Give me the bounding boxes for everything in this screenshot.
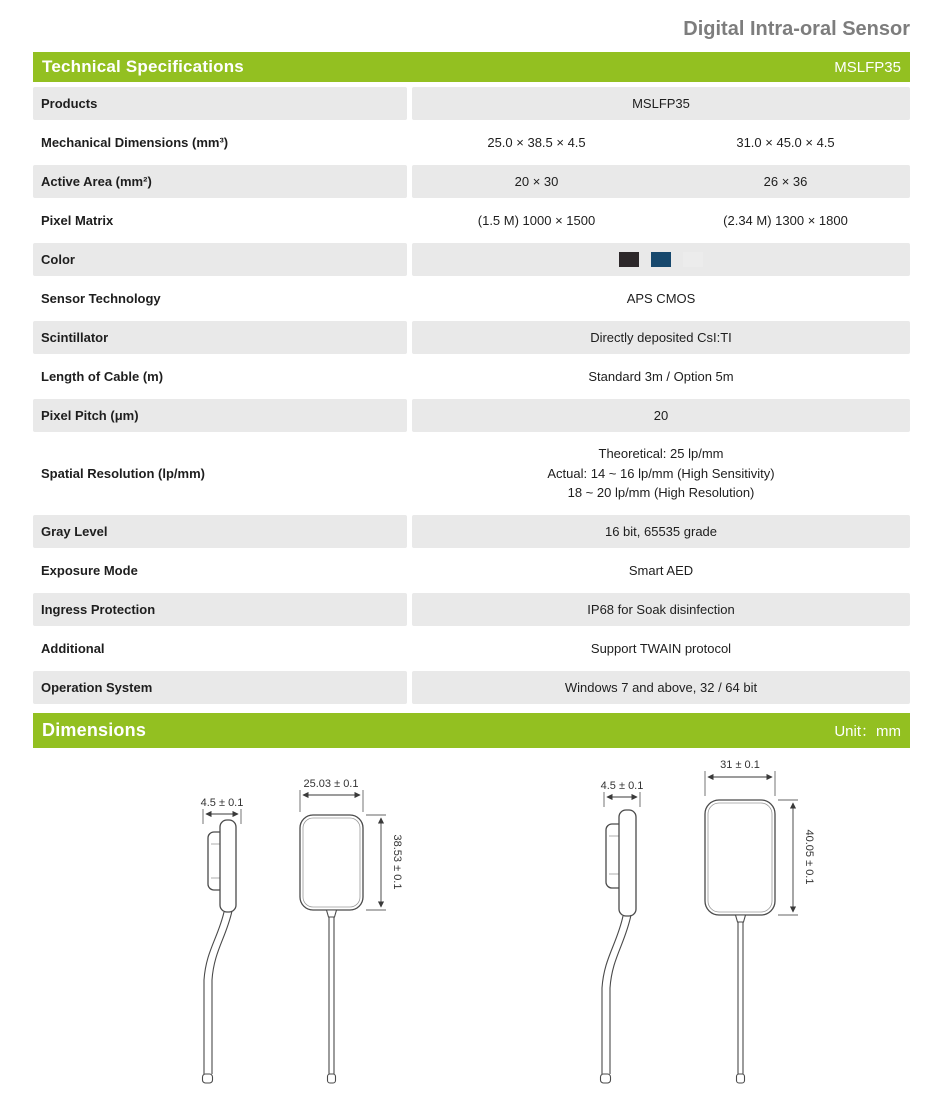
color-swatch-blue xyxy=(651,252,671,267)
table-row-sensor-technology xyxy=(33,282,910,315)
row-value: Directly deposited CsI:TI xyxy=(412,321,910,354)
dimension-label-thickness-large: 4.5 ± 0.1 xyxy=(600,780,644,792)
table-row-exposure-mode xyxy=(33,554,910,587)
section-title: Technical Specifications xyxy=(42,57,244,76)
dimension-label-height-large: 40.05 ± 0.1 xyxy=(803,829,815,885)
table-row-cable-length xyxy=(33,360,910,393)
row-value xyxy=(412,438,910,509)
row-value: Smart AED xyxy=(628,563,694,578)
dimension-label-width-small: 25.03 ± 0.1 xyxy=(303,778,359,790)
table-row-pixel-pitch xyxy=(33,399,910,432)
table-row-spatial-resolution xyxy=(33,438,910,509)
figure-side-view-large xyxy=(601,780,644,1083)
table-row-pixel-matrix xyxy=(33,204,910,237)
figure-front-view-large xyxy=(705,759,815,1083)
color-swatches xyxy=(412,243,910,276)
table-row-mechanical-dimensions xyxy=(33,126,910,159)
row-value-b: 26 × 36 xyxy=(763,174,808,189)
row-value-a: 20 × 30 xyxy=(514,174,559,189)
dimension-diagrams xyxy=(0,748,940,1109)
row-label: Active Area (mm²) xyxy=(33,165,407,198)
row-label: Ingress Protection xyxy=(33,593,407,626)
row-label: Color xyxy=(33,243,407,276)
model-number: MSLFP35 xyxy=(834,58,901,76)
document-title: Digital Intra-oral Sensor xyxy=(683,18,910,40)
row-value: 16 bit, 65535 grade xyxy=(412,515,910,548)
resolution-line-3: 18 ~ 20 lp/mm (High Resolution) xyxy=(567,485,755,501)
row-label: Pixel Pitch (μm) xyxy=(33,399,407,432)
row-label: Mechanical Dimensions (mm³) xyxy=(41,135,229,150)
table-row-active-area xyxy=(33,165,910,198)
unit-label: Unit：mm xyxy=(834,723,901,740)
table-row-ingress-protection xyxy=(33,593,910,626)
figure-side-view-small xyxy=(201,797,244,1083)
row-values xyxy=(412,204,910,237)
technical-specifications-header xyxy=(33,52,910,82)
resolution-line-2: Actual: 14 ~ 16 lp/mm (High Sensitivity) xyxy=(547,465,775,481)
row-label: Scintillator xyxy=(33,321,407,354)
table-row-additional xyxy=(33,632,910,665)
color-swatch-dark xyxy=(619,252,639,267)
dimension-label-width-large: 31 ± 0.1 xyxy=(720,759,760,771)
row-values xyxy=(412,126,910,159)
row-label: Sensor Technology xyxy=(41,291,161,306)
row-label: Operation System xyxy=(33,671,407,704)
color-swatch-light xyxy=(683,252,703,267)
row-value-b: (2.34 M) 1300 × 1800 xyxy=(723,213,848,228)
row-label: Gray Level xyxy=(33,515,407,548)
row-label: Spatial Resolution (lp/mm) xyxy=(41,466,205,481)
row-label: Length of Cable (m) xyxy=(41,369,164,384)
table-row-scintillator xyxy=(33,321,910,354)
spec-table xyxy=(33,87,910,710)
row-value: MSLFP35 xyxy=(412,87,910,120)
row-value: IP68 for Soak disinfection xyxy=(412,593,910,626)
table-row-gray-level xyxy=(33,515,910,548)
figure-front-view-small xyxy=(300,778,403,1083)
row-value-b: 31.0 × 45.0 × 4.5 xyxy=(736,135,835,150)
section-title: Dimensions xyxy=(42,720,147,740)
row-value: 20 xyxy=(412,399,910,432)
table-row-products xyxy=(33,87,910,120)
row-value-a: 25.0 × 38.5 × 4.5 xyxy=(487,135,586,150)
row-label: Exposure Mode xyxy=(41,563,138,578)
resolution-line-1: Theoretical: 25 lp/mm xyxy=(598,446,724,462)
row-value: Windows 7 and above, 32 / 64 bit xyxy=(412,671,910,704)
table-row-operation-system xyxy=(33,671,910,704)
dimension-label-thickness-small: 4.5 ± 0.1 xyxy=(200,797,244,809)
row-label: Additional xyxy=(41,641,105,656)
row-value-a: (1.5 M) 1000 × 1500 xyxy=(477,213,596,228)
dimensions-header xyxy=(33,713,910,748)
row-values xyxy=(412,165,910,198)
row-value: Standard 3m / Option 5m xyxy=(588,369,734,384)
dimension-label-height-small: 38.53 ± 0.1 xyxy=(391,834,403,890)
table-row-color xyxy=(33,243,910,276)
row-value: Support TWAIN protocol xyxy=(590,641,732,656)
row-value: APS CMOS xyxy=(626,291,696,306)
row-label: Products xyxy=(33,87,407,120)
row-label: Pixel Matrix xyxy=(41,213,114,228)
